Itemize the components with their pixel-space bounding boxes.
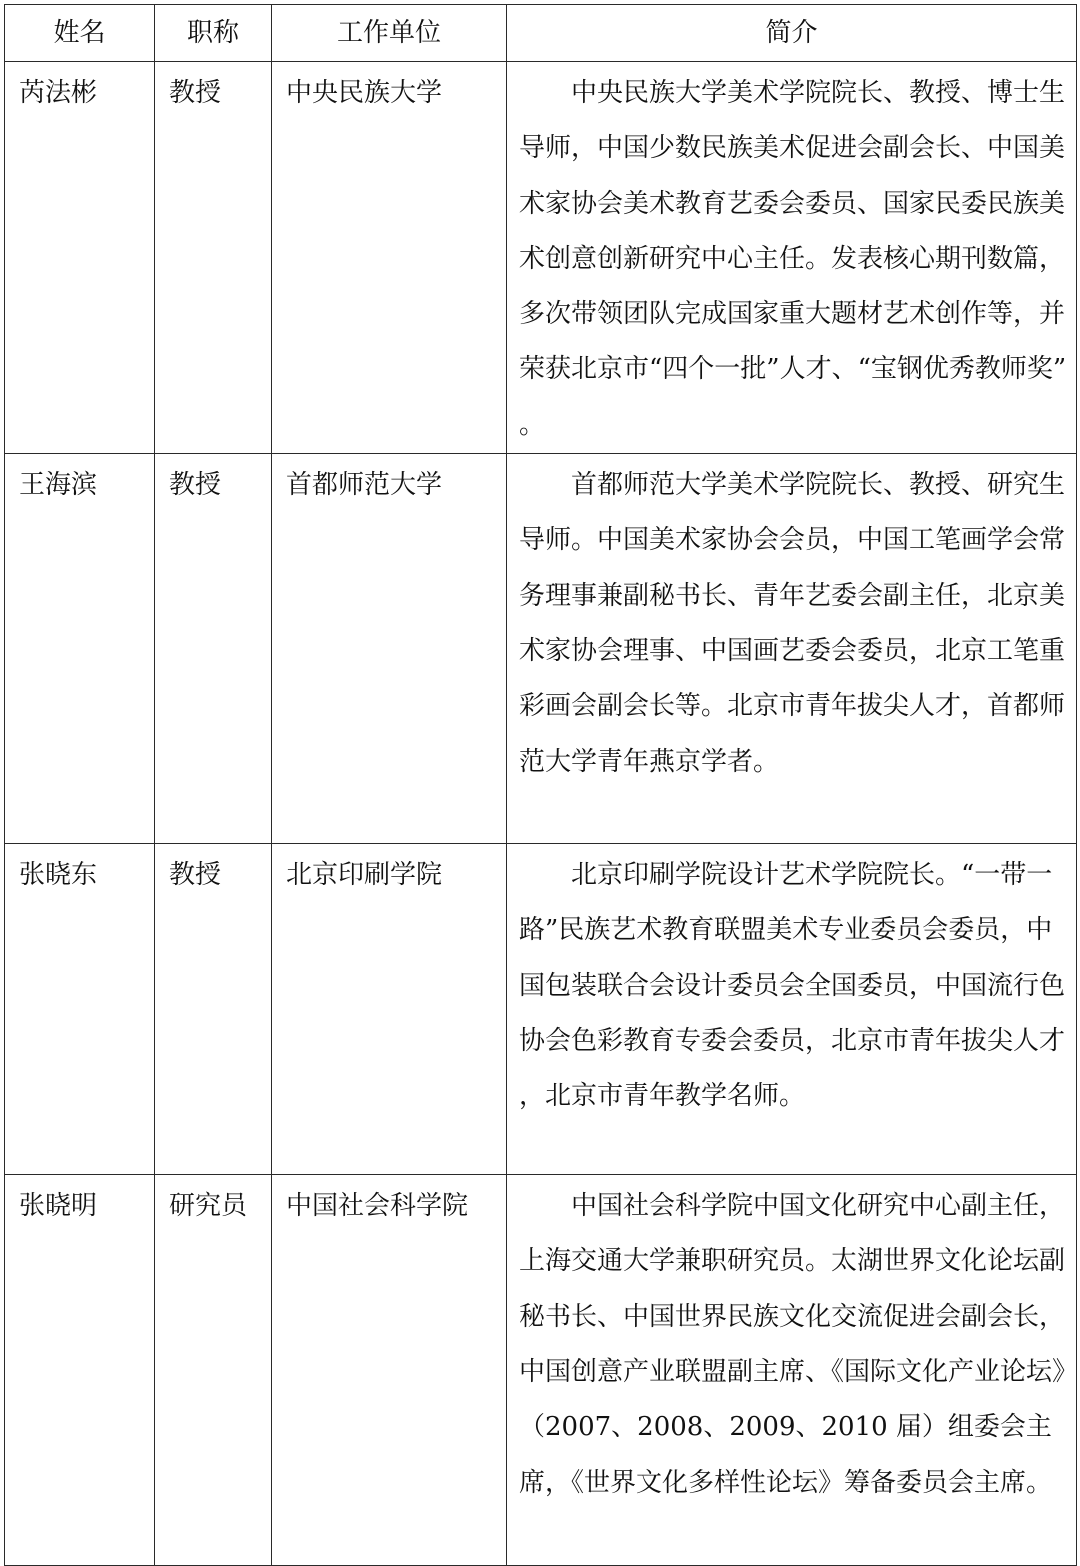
table-row <box>5 454 1077 844</box>
bio-text: 中央民族大学美术学院院长、教授、博士生导师，中国少数民族美术促进会副会长、中国美术家协会美术教育艺委会委员、国家民委民族美术创意创新研究中心主任。发表核心期刊数篇，多次带领团队完成国家重大题材艺术创作等，并荣获北京市“四个一批”人才、“宝钢优秀教师奖”。 <box>519 78 1067 440</box>
header-title: 职称 <box>155 5 272 62</box>
cell-name: 芮法彬 <box>5 62 155 454</box>
cell-name: 张晓明 <box>5 1175 155 1566</box>
bio-text: 北京印刷学院设计艺术学院院长。“一带一路”民族艺术教育联盟美术专业委员会委员，中国包装联合会设计委员会全国委员，中国流行色协会色彩教育专委会委员，北京市青年拔尖人才，北京市青年教学名师。 <box>519 860 1066 1112</box>
cell-unit: 首都师范大学 <box>272 454 507 844</box>
expert-roster-table <box>4 4 1077 1566</box>
cell-bio <box>507 1175 1077 1566</box>
cell-name: 王海滨 <box>5 454 155 844</box>
cell-unit: 中国社会科学院 <box>272 1175 507 1566</box>
bio-text: 中国社会科学院中国文化研究中心副主任，上海交通大学兼职研究员。太湖世界文化论坛副秘书长、中国世界民族文化交流促进会副会长，中国创意产业联盟副主席、《国际文化产业论坛》（2007、2008、2009、2010 届）组委会主席，《世界文化多样性论坛》筹备委员会主席。 <box>519 1191 1066 1498</box>
cell-bio <box>507 62 1077 454</box>
cell-bio <box>507 844 1077 1175</box>
cell-title: 教授 <box>155 454 272 844</box>
cell-title: 教授 <box>155 844 272 1175</box>
table-row <box>5 844 1077 1175</box>
cell-title: 教授 <box>155 62 272 454</box>
cell-title: 研究员 <box>155 1175 272 1566</box>
bio-text: 首都师范大学美术学院院长、教授、研究生导师。中国美术家协会会员，中国工笔画学会常务理事兼副秘书长、青年艺委会副主任，北京美术家协会理事、中国画艺委会委员，北京工笔重彩画会副会长等。北京市青年拔尖人才，首都师范大学青年燕京学者。 <box>519 470 1066 777</box>
header-name: 姓名 <box>5 5 155 62</box>
cell-unit: 中央民族大学 <box>272 62 507 454</box>
table-row <box>5 62 1077 454</box>
header-row <box>5 5 1077 62</box>
cell-bio <box>507 454 1077 844</box>
cell-unit: 北京印刷学院 <box>272 844 507 1175</box>
cell-name: 张晓东 <box>5 844 155 1175</box>
table-row <box>5 1175 1077 1566</box>
header-bio: 简介 <box>507 5 1077 62</box>
header-unit: 工作单位 <box>272 5 507 62</box>
